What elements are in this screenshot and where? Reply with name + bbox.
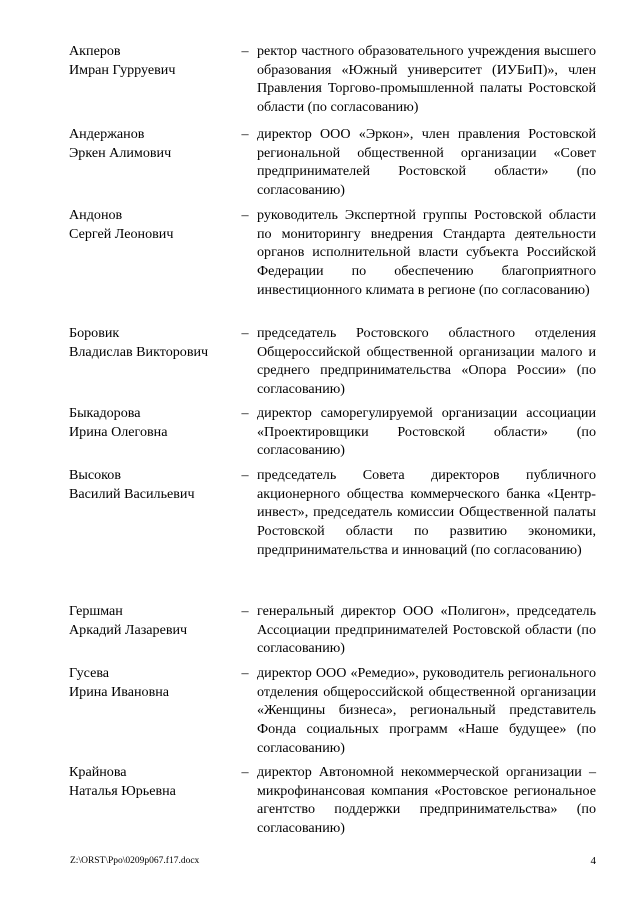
member-description: руководитель Экспертной группы Ростовской области по мониторингу внедрения Стандарта деятельности органов исполнительной власти субъекта Российской Федерации по обеспечению благоприятного инвестиционного климата в регионе (по согласованию) — [257, 207, 596, 298]
member-name — [69, 664, 233, 701]
member-given-name: Имран Гурруевич — [69, 61, 176, 78]
member-surname: Крайнова — [69, 764, 127, 780]
member-entry — [69, 602, 596, 664]
member-entry — [69, 466, 596, 602]
dash-separator: – — [241, 207, 249, 223]
member-description: директор саморегулируемой организации ассоциации «Проектировщики Ростовской области» (по согласованию) — [257, 405, 596, 459]
member-surname: Гусева — [69, 665, 110, 681]
dash-separator: – — [241, 603, 249, 619]
member-surname: Быкадорова — [69, 405, 141, 421]
dash-separator: – — [241, 325, 249, 341]
member-surname: Высоков — [69, 467, 122, 483]
page-footer — [70, 855, 596, 867]
member-given-name: Наталья Юрьевна — [69, 782, 176, 799]
member-surname: Андонов — [69, 207, 123, 223]
member-list — [69, 42, 596, 843]
member-entry — [69, 763, 596, 843]
dash-separator: – — [241, 43, 249, 59]
member-description: председатель Ростовского областного отделения Общероссийской общественной организации малого и среднего предпринимательства «Опора России» (по согласованию) — [257, 325, 596, 398]
member-description: директор ООО «Ремедио», руководитель регионального отделения общероссийской общественной организации «Женщины бизнеса», региональный представитель Фонда социальных программ «Наше будущее» (по согласованию) — [257, 665, 596, 756]
file-path: Z:\ORST\Ppo\0209p067.f17.docx — [70, 856, 200, 866]
member-description: директор Автономной некоммерческой организации – микрофинансовая компания «Ростовское региональное агентство поддержки предпринимательства» (по согласованию) — [257, 764, 596, 837]
member-entry — [69, 125, 596, 206]
member-given-name: Аркадий Лазаревич — [69, 621, 188, 638]
member-entry — [69, 664, 596, 763]
member-description: ректор частного образовательного учреждения высшего образования «Южный университет (ИУБиП)», член Правления Торгово-промышленной палаты Ростовской области (по согласованию) — [257, 43, 596, 116]
member-name — [69, 324, 233, 361]
member-given-name: Владислав Викторович — [69, 343, 209, 360]
dash-separator: – — [241, 467, 249, 483]
member-given-name: Ирина Олеговна — [69, 423, 168, 440]
member-given-name: Сергей Леонович — [69, 225, 174, 242]
member-name — [69, 602, 233, 639]
member-name — [69, 466, 233, 503]
member-entry — [69, 324, 596, 404]
member-given-name: Василий Васильевич — [69, 485, 195, 502]
member-entry — [69, 206, 596, 324]
member-description: директор ООО «Эркон», член правления Ростовской региональной общественной организации «Совет предпринимателей Ростовской области» (по согласованию) — [257, 126, 596, 199]
dash-separator: – — [241, 126, 249, 142]
member-name — [69, 404, 233, 441]
member-name — [69, 763, 233, 800]
member-name — [69, 206, 233, 243]
member-entry — [69, 42, 596, 125]
dash-separator: – — [241, 764, 249, 780]
member-description: председатель Совета директоров публичного акционерного общества коммерческого банка «Центр-инвест», председатель комиссии Общественной палаты Ростовской области по развитию экономики, предпринимательства и инноваций (по согласованию) — [257, 467, 596, 558]
member-surname: Акперов — [69, 43, 121, 59]
member-description: генеральный директор ООО «Полигон», председатель Ассоциации предпринимателей Ростовской области (по согласованию) — [257, 603, 596, 657]
member-surname: Андержанов — [69, 126, 145, 142]
member-given-name: Ирина Ивановна — [69, 683, 170, 700]
member-entry — [69, 404, 596, 466]
member-surname: Боровик — [69, 325, 120, 341]
dash-separator: – — [241, 405, 249, 421]
member-name — [69, 42, 233, 79]
member-surname: Гершман — [69, 603, 123, 619]
dash-separator: – — [241, 665, 249, 681]
member-name — [69, 125, 233, 162]
member-given-name: Эркен Алимович — [69, 144, 172, 161]
page-number: 4 — [590, 855, 596, 867]
